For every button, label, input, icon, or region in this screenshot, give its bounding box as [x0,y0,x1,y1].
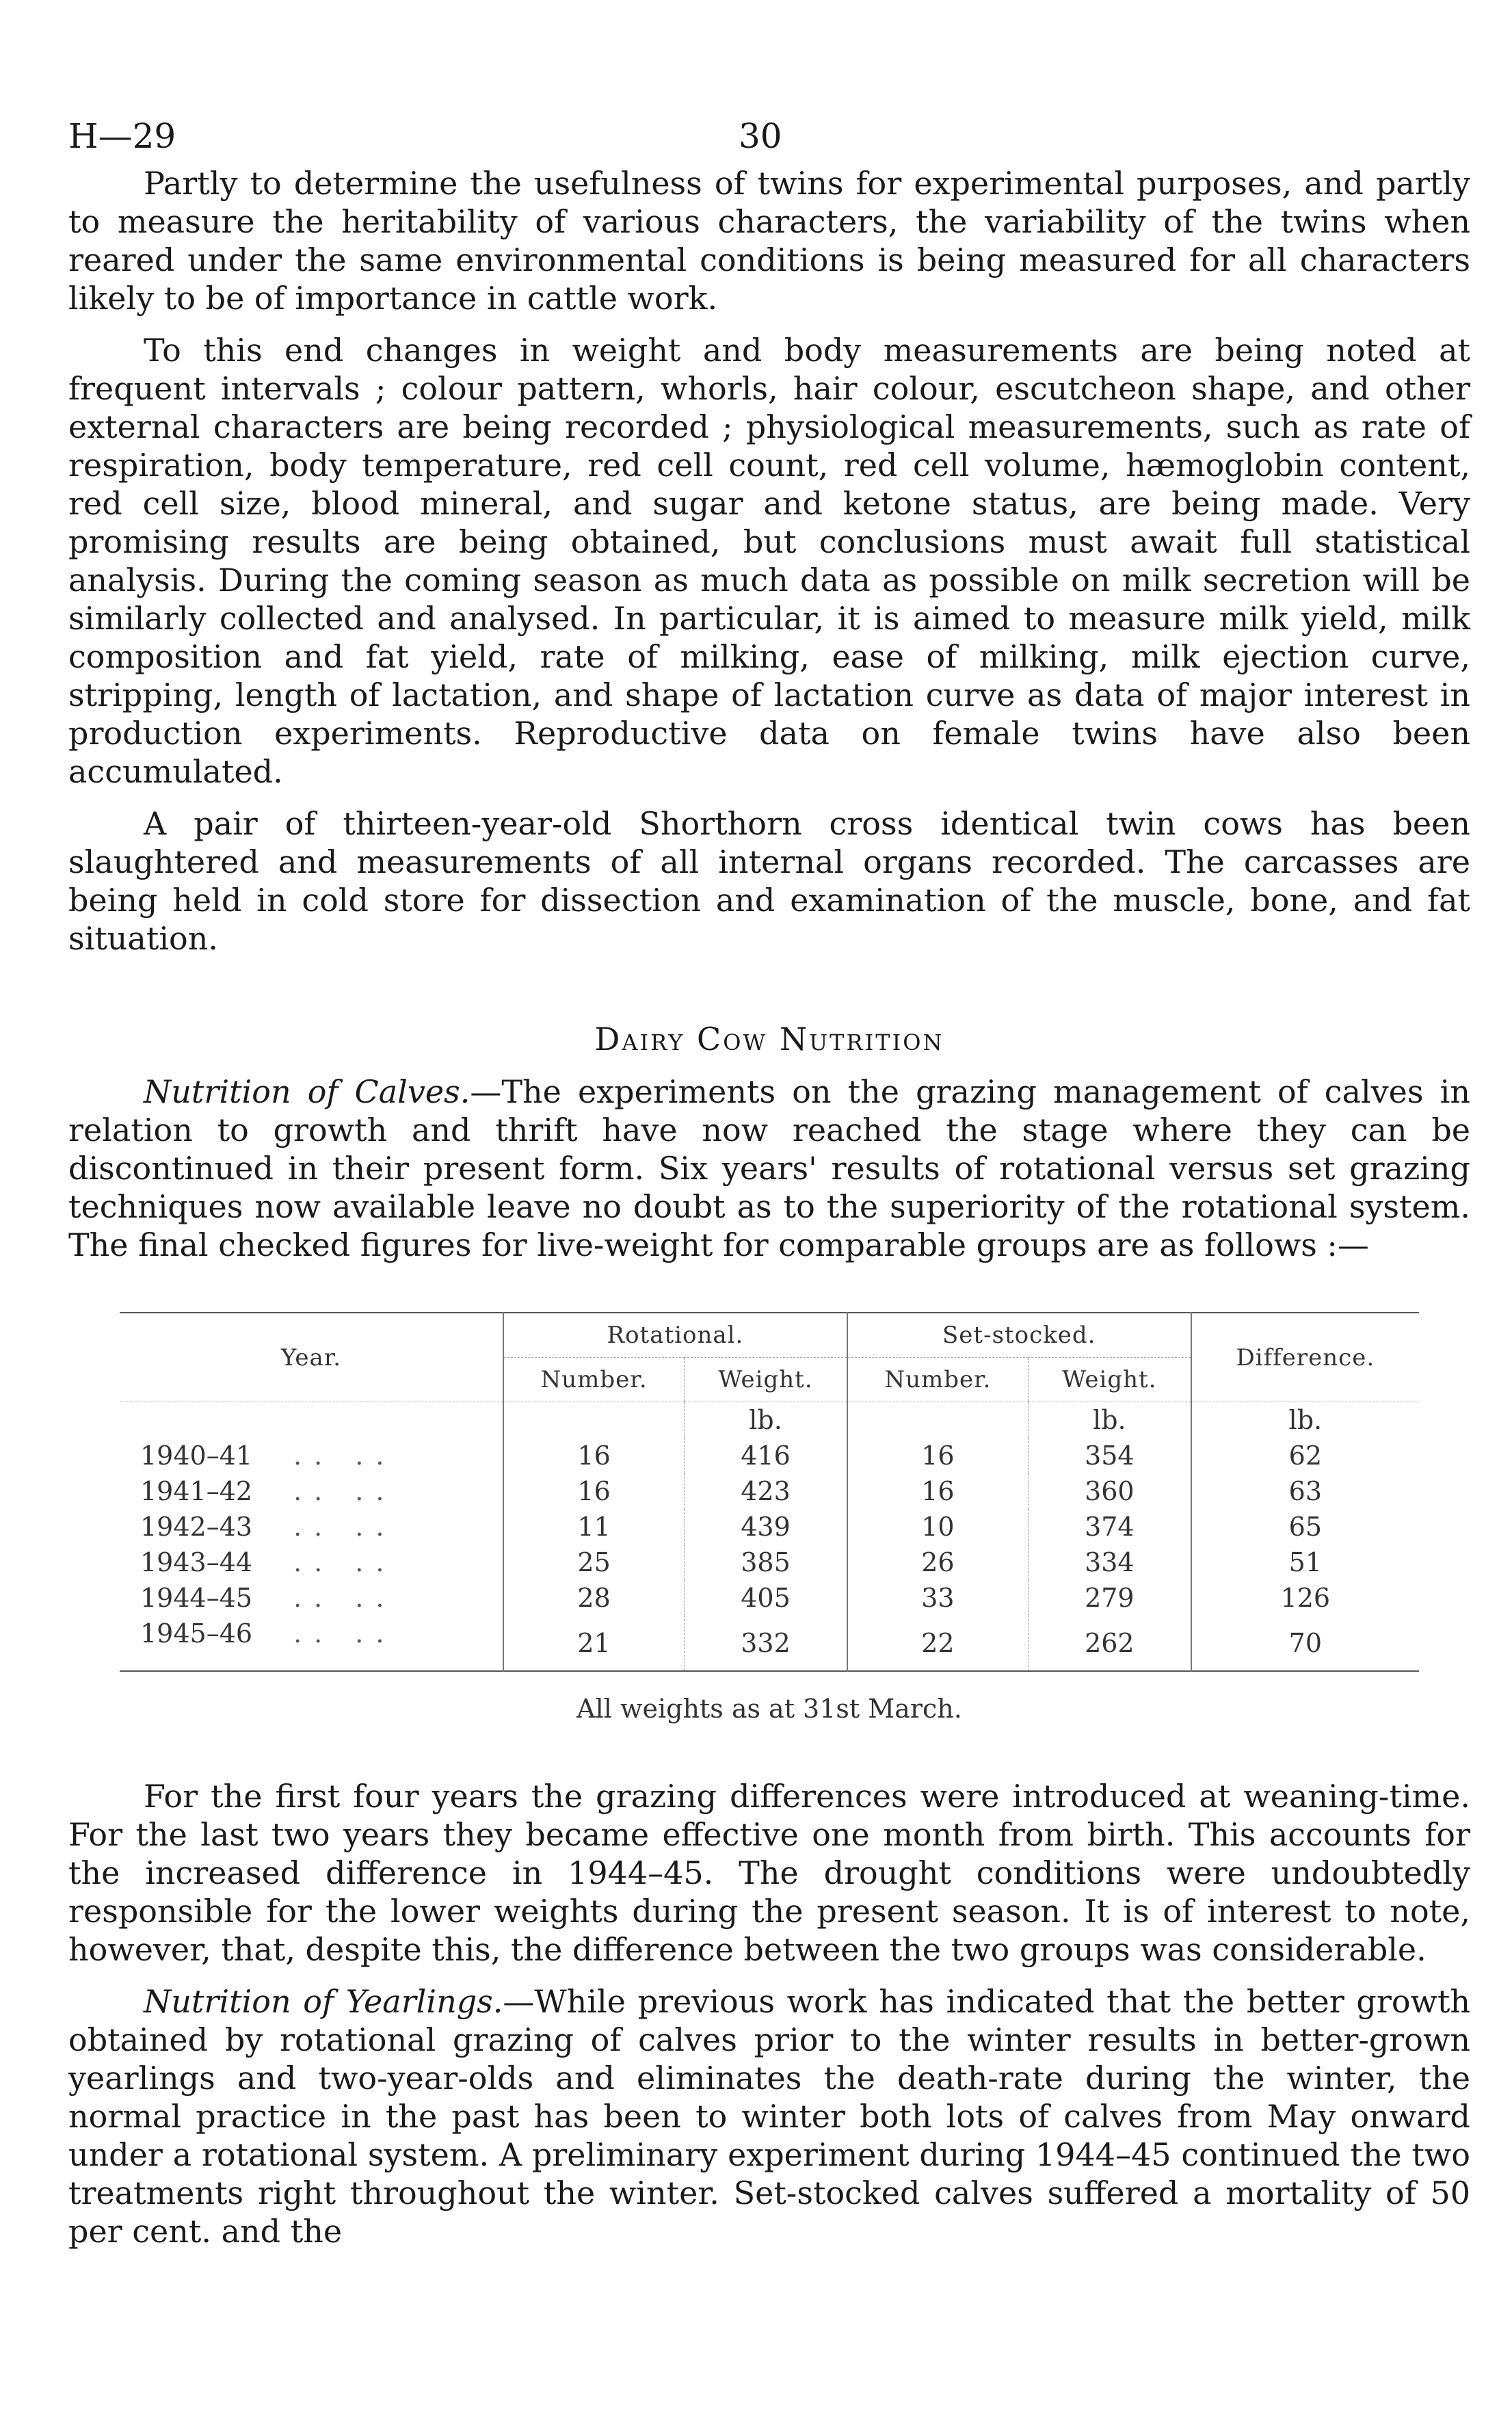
paragraph-nutrition-calves [68,1073,1470,1264]
set-weight-cell: 354 [1029,1438,1191,1473]
paragraph-slaughter: A pair of thirteen-year-old Shorthorn cross identical twin cows has been slaughtered and measurements of all internal organs recorded. The carcasses are being held in cold store for dissection and examination of the muscle, bone, and fat situation. [68,805,1470,957]
rot-number-cell: 16 [503,1438,685,1473]
col-rot-weight-header: Weight. [685,1358,847,1402]
runin-heading-yearlings: Nutrition of Yearlings. [144,1983,503,2020]
rot-weight-cell: 385 [685,1545,847,1580]
leader-dots: .. .. [293,1547,397,1577]
table-row [120,1473,1419,1509]
page [68,103,1470,2264]
col-set-number-header: Number. [847,1358,1029,1402]
set-number-cell: 16 [847,1473,1029,1509]
units-row [120,1402,1419,1439]
set-weight-cell: 334 [1029,1545,1191,1580]
set-number-cell: 16 [847,1438,1029,1473]
paragraph-grazing-differences: For the first four years the grazing differences were introduced at weaning-time. For the last two years they became effective one month from birth. This accounts for the increased difference in 1944–45. The drought conditions were undoubtedly responsible for the lower weights during the present season. It is of interest to note, however, that, despite this, the difference between the two groups was considerable. [68,1778,1470,1968]
group-rotational-header: Rotational. [503,1313,847,1358]
col-year-header: Year. [120,1313,503,1402]
leader-dots: .. .. [293,1476,397,1506]
set-weight-cell: 262 [1029,1616,1191,1671]
col-rot-number-header: Number. [503,1358,685,1402]
table-row [120,1616,1419,1671]
rot-weight-cell: 439 [685,1509,847,1545]
set-number-cell: 10 [847,1509,1029,1545]
year-cell: 1940–41 [140,1441,253,1471]
col-difference-header: Difference. [1191,1313,1419,1402]
year-cell: 1943–44 [140,1547,253,1577]
set-weight-cell: 374 [1029,1509,1191,1545]
table-row [120,1545,1419,1580]
unit-difference: lb. [1191,1402,1419,1439]
rot-number-cell: 28 [503,1580,685,1616]
year-cell: 1945–46 [140,1618,253,1649]
rot-weight-cell: 332 [685,1616,847,1671]
liveweight-table [120,1312,1419,1672]
rot-number-cell: 16 [503,1473,685,1509]
difference-cell: 70 [1191,1616,1419,1671]
year-cell: 1944–45 [140,1583,253,1613]
page-number: 30 [739,116,782,156]
rot-weight-cell: 416 [685,1438,847,1473]
difference-cell: 126 [1191,1580,1419,1616]
table-row [120,1509,1419,1545]
table-header-row [120,1313,1419,1358]
unit-set-weight: lb. [1029,1402,1191,1439]
yearlings-text: —While previous work has indicated that the better growth obtained by rotational grazing of calves prior to the winter results in better-grown yearlings and two-year-olds and eliminates the death-rate during the winter, the normal practice in the past has been to winter both lots of calves from May onward under a rotational system. A preliminary experiment during 1944–45 continued the two treatments right throughout the winter. Set-stocked calves suffered a mortality of 50 per cent. and the [68,1983,1470,2250]
rot-number-cell: 21 [503,1616,685,1671]
rot-number-cell: 11 [503,1509,685,1545]
year-cell: 1942–43 [140,1512,253,1542]
table-row [120,1580,1419,1616]
group-setstocked-header: Set-stocked. [847,1313,1191,1358]
paragraph-nutrition-yearlings [68,1982,1470,2250]
section-title: Dairy Cow Nutrition [594,1021,944,1058]
set-number-cell: 26 [847,1545,1029,1580]
leader-dots: .. .. [293,1618,397,1649]
rot-weight-cell: 405 [685,1580,847,1616]
set-weight-cell: 279 [1029,1580,1191,1616]
leader-dots: .. .. [293,1512,397,1542]
col-set-weight-header: Weight. [1029,1358,1191,1402]
leader-dots: .. .. [293,1583,397,1613]
paragraph-measurements: To this end changes in weight and body measurements are being noted at frequent intervals ; colour pattern, whorls, hair colour, escutcheon shape, and other external characters are being recorded ; physiological measurements, such as rate of respiration, body temperature, red cell count, red cell volume, hæmoglobin content, red cell size, blood mineral, and sugar and ketone status, are being made. Very promising results are being obtained, but conclusions must await full statistical analysis. During the coming season as much data as possible on milk secretion will be similarly collected and analysed. In particular, it is aimed to measure milk yield, milk composition and fat yield, rate of milking, ease of milking, milk ejection curve, stripping, length of lactation, and shape of lactation curve as data of major interest in production experiments. Reproductive data on female twins have also been accumulated. [68,332,1470,790]
paragraph-twins-purpose: Partly to determine the usefulness of twins for experimental purposes, and partly to measure the heritability of various characters, the variability of the twins when reared under the same environmental conditions is being measured for all characters likely to be of importance in cattle work. [68,165,1470,317]
calves-text: —The experiments on the grazing management of calves in relation to growth and thrift have now reached the stage where they can be discontinued in their present form. Six years' results of rotational versus set grazing techniques now available leave no doubt as to the superiority of the rotational system. The final checked figures for live-weight for comparable groups are as follows :— [68,1073,1470,1263]
set-number-cell: 22 [847,1616,1029,1671]
report-code: H—29 [68,116,176,156]
difference-cell: 51 [1191,1545,1419,1580]
unit-rot-weight: lb. [685,1402,847,1439]
page-header [68,103,1470,164]
year-cell: 1941–42 [140,1476,253,1506]
difference-cell: 63 [1191,1473,1419,1509]
table-row [120,1438,1419,1473]
table-note: All weights as at 31st March. [576,1694,962,1724]
difference-cell: 62 [1191,1438,1419,1473]
leader-dots: .. .. [293,1441,397,1471]
rot-weight-cell: 423 [685,1473,847,1509]
rot-number-cell: 25 [503,1545,685,1580]
set-number-cell: 33 [847,1580,1029,1616]
runin-heading-calves: Nutrition of Calves. [144,1073,470,1110]
difference-cell: 65 [1191,1509,1419,1545]
set-weight-cell: 360 [1029,1473,1191,1509]
